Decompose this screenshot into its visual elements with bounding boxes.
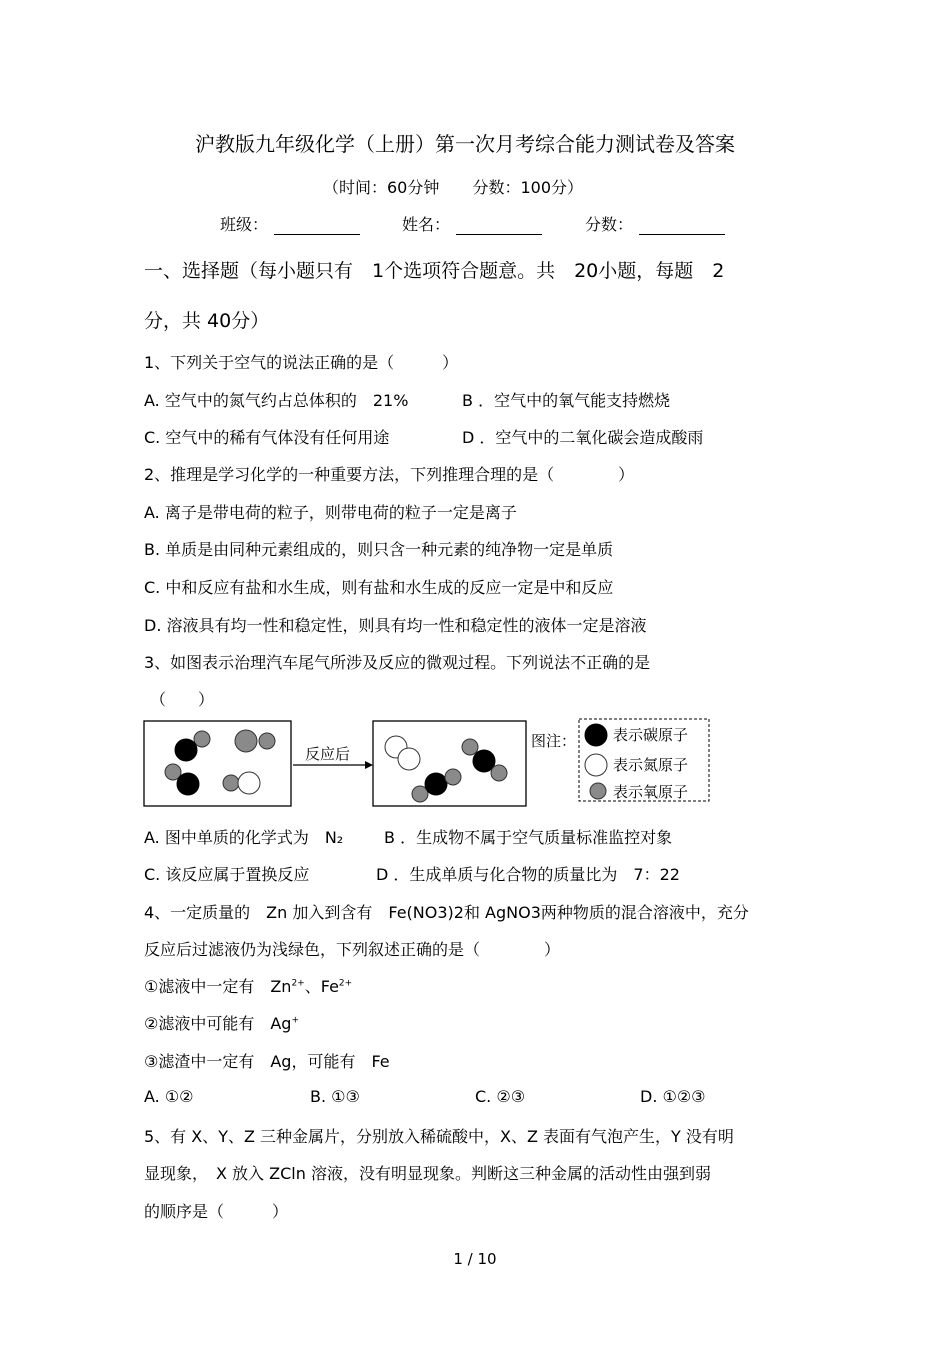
q4-option-b: B. ①③ <box>310 1087 360 1106</box>
exam-total-score: 分数：100分） <box>472 178 583 197</box>
q3-option-c: C. 该反应属于置换反应 <box>144 865 310 884</box>
section-heading-line2: 分，共 40分） <box>144 310 270 332</box>
reaction-arrow-label: 反应后 <box>305 745 351 763</box>
q4-option-d: D. ①②③ <box>640 1087 706 1106</box>
q4-statement-2 <box>144 1011 299 1034</box>
q1-option-b: B ．空气中的氧气能支持燃烧 <box>462 391 671 410</box>
nitrogen-atom <box>235 730 257 752</box>
q1-option-a: A. 空气中的氮气约占总体积的 21% <box>144 391 409 410</box>
legend-nitrogen-label: 表示氮原子 <box>613 756 689 774</box>
legend-title: 图注： <box>531 732 577 750</box>
score-blank[interactable] <box>639 216 725 235</box>
product-box <box>373 721 526 806</box>
oxygen-atom <box>223 775 239 791</box>
oxygen-atom <box>259 733 275 749</box>
legend-oxygen-label: 表示氧原子 <box>613 783 689 801</box>
q4-statement-1-text-2: 、Fe <box>304 977 339 996</box>
legend-oxygen-icon <box>590 783 606 799</box>
q5-stem-line2: 显现象， X 放入 ZCln 溶液，没有明显现象。判断这三种金属的活动性由强到弱 <box>144 1164 711 1183</box>
exam-meta <box>0 175 906 198</box>
class-blank[interactable] <box>274 216 360 235</box>
legend-nitrogen-icon <box>585 754 607 776</box>
oxygen-atom <box>491 765 507 781</box>
score-field[interactable] <box>585 212 725 235</box>
nitrogen-atom <box>398 748 420 770</box>
q4-statement-3: ③滤渣中一定有 Ag，可能有 Fe <box>144 1052 390 1071</box>
page-number: 1 / 10 <box>453 1250 497 1268</box>
score-label: 分数： <box>585 215 634 234</box>
q2-option-d: D. 溶液具有均一性和稳定性，则具有均一性和稳定性的液体一定是溶液 <box>144 616 647 635</box>
q4-option-c: C. ②③ <box>475 1087 526 1106</box>
carbon-atom <box>177 773 199 795</box>
q4-statement-2-text: ②滤液中可能有 Ag <box>144 1014 292 1033</box>
class-field[interactable] <box>220 212 360 235</box>
carbon-atom <box>425 773 447 795</box>
oxygen-atom <box>462 739 478 755</box>
class-label: 班级： <box>220 215 269 234</box>
q4-statement-1 <box>144 974 352 997</box>
q4-stem-line1: 4、一定质量的 Zn 加入到含有 Fe(NO3)2和 AgNO3两种物质的混合溶液中，充分 <box>144 903 749 922</box>
charge-superscript: 2+ <box>338 978 353 989</box>
reaction-diagram <box>143 717 713 813</box>
q4-statement-1-text: ①滤液中一定有 Zn <box>144 977 292 996</box>
q3-answer-paren: （ ） <box>150 690 215 709</box>
legend-carbon-icon <box>585 724 607 746</box>
q2-option-c: C. 中和反应有盐和水生成，则有盐和水生成的反应一定是中和反应 <box>144 578 614 597</box>
page-title: 沪教版九年级化学（上册）第一次月考综合能力测试卷及答案 <box>195 132 735 156</box>
q3-option-b: B ．生成物不属于空气质量标准监控对象 <box>384 828 673 847</box>
q5-stem-line3: 的顺序是（ ） <box>144 1202 289 1221</box>
legend-carbon-label: 表示碳原子 <box>613 726 689 744</box>
name-blank[interactable] <box>456 216 542 235</box>
oxygen-atom <box>445 769 461 785</box>
q1-stem: 1、下列关于空气的说法正确的是（ ） <box>144 353 459 372</box>
q2-stem: 2、推理是学习化学的一种重要方法，下列推理合理的是（ ） <box>144 465 635 484</box>
carbon-atom <box>175 739 197 761</box>
name-field[interactable] <box>402 212 542 235</box>
q3-stem: 3、如图表示治理汽车尾气所涉及反应的微观过程。下列说法不正确的是 <box>144 653 651 672</box>
oxygen-atom <box>194 731 210 747</box>
q1-option-c: C. 空气中的稀有气体没有任何用途 <box>144 428 390 447</box>
arrow-head-icon <box>365 761 373 769</box>
charge-superscript: + <box>291 1015 299 1026</box>
exam-time: （时间：60分钟 <box>322 178 440 197</box>
q1-option-d: D ．空气中的二氧化碳会造成酸雨 <box>462 428 704 447</box>
q3-option-d: D ．生成单质与化合物的质量比为 7：22 <box>376 865 680 884</box>
q2-option-b: B. 单质是由同种元素组成的，则只含一种元素的纯净物一定是单质 <box>144 540 614 559</box>
name-label: 姓名： <box>402 215 451 234</box>
charge-superscript: 2+ <box>291 978 305 989</box>
q4-option-a: A. ①② <box>144 1087 194 1106</box>
nitrogen-atom <box>238 772 260 794</box>
q3-option-a: A. 图中单质的化学式为 N₂ <box>144 828 344 847</box>
q5-stem-line1: 5、有 X、Y、Z 三种金属片，分别放入稀硫酸中，X、Z 表面有气泡产生，Y 没有明 <box>144 1127 734 1146</box>
q4-stem-line2: 反应后过滤液仍为浅绿色，下列叙述正确的是（ ） <box>144 940 561 959</box>
q2-option-a: A. 离子是带电荷的粒子，则带电荷的粒子一定是离子 <box>144 503 517 522</box>
section-heading-line1: 一、选择题（每小题只有 1个选项符合题意。共 20小题，每题 2 <box>144 260 725 282</box>
